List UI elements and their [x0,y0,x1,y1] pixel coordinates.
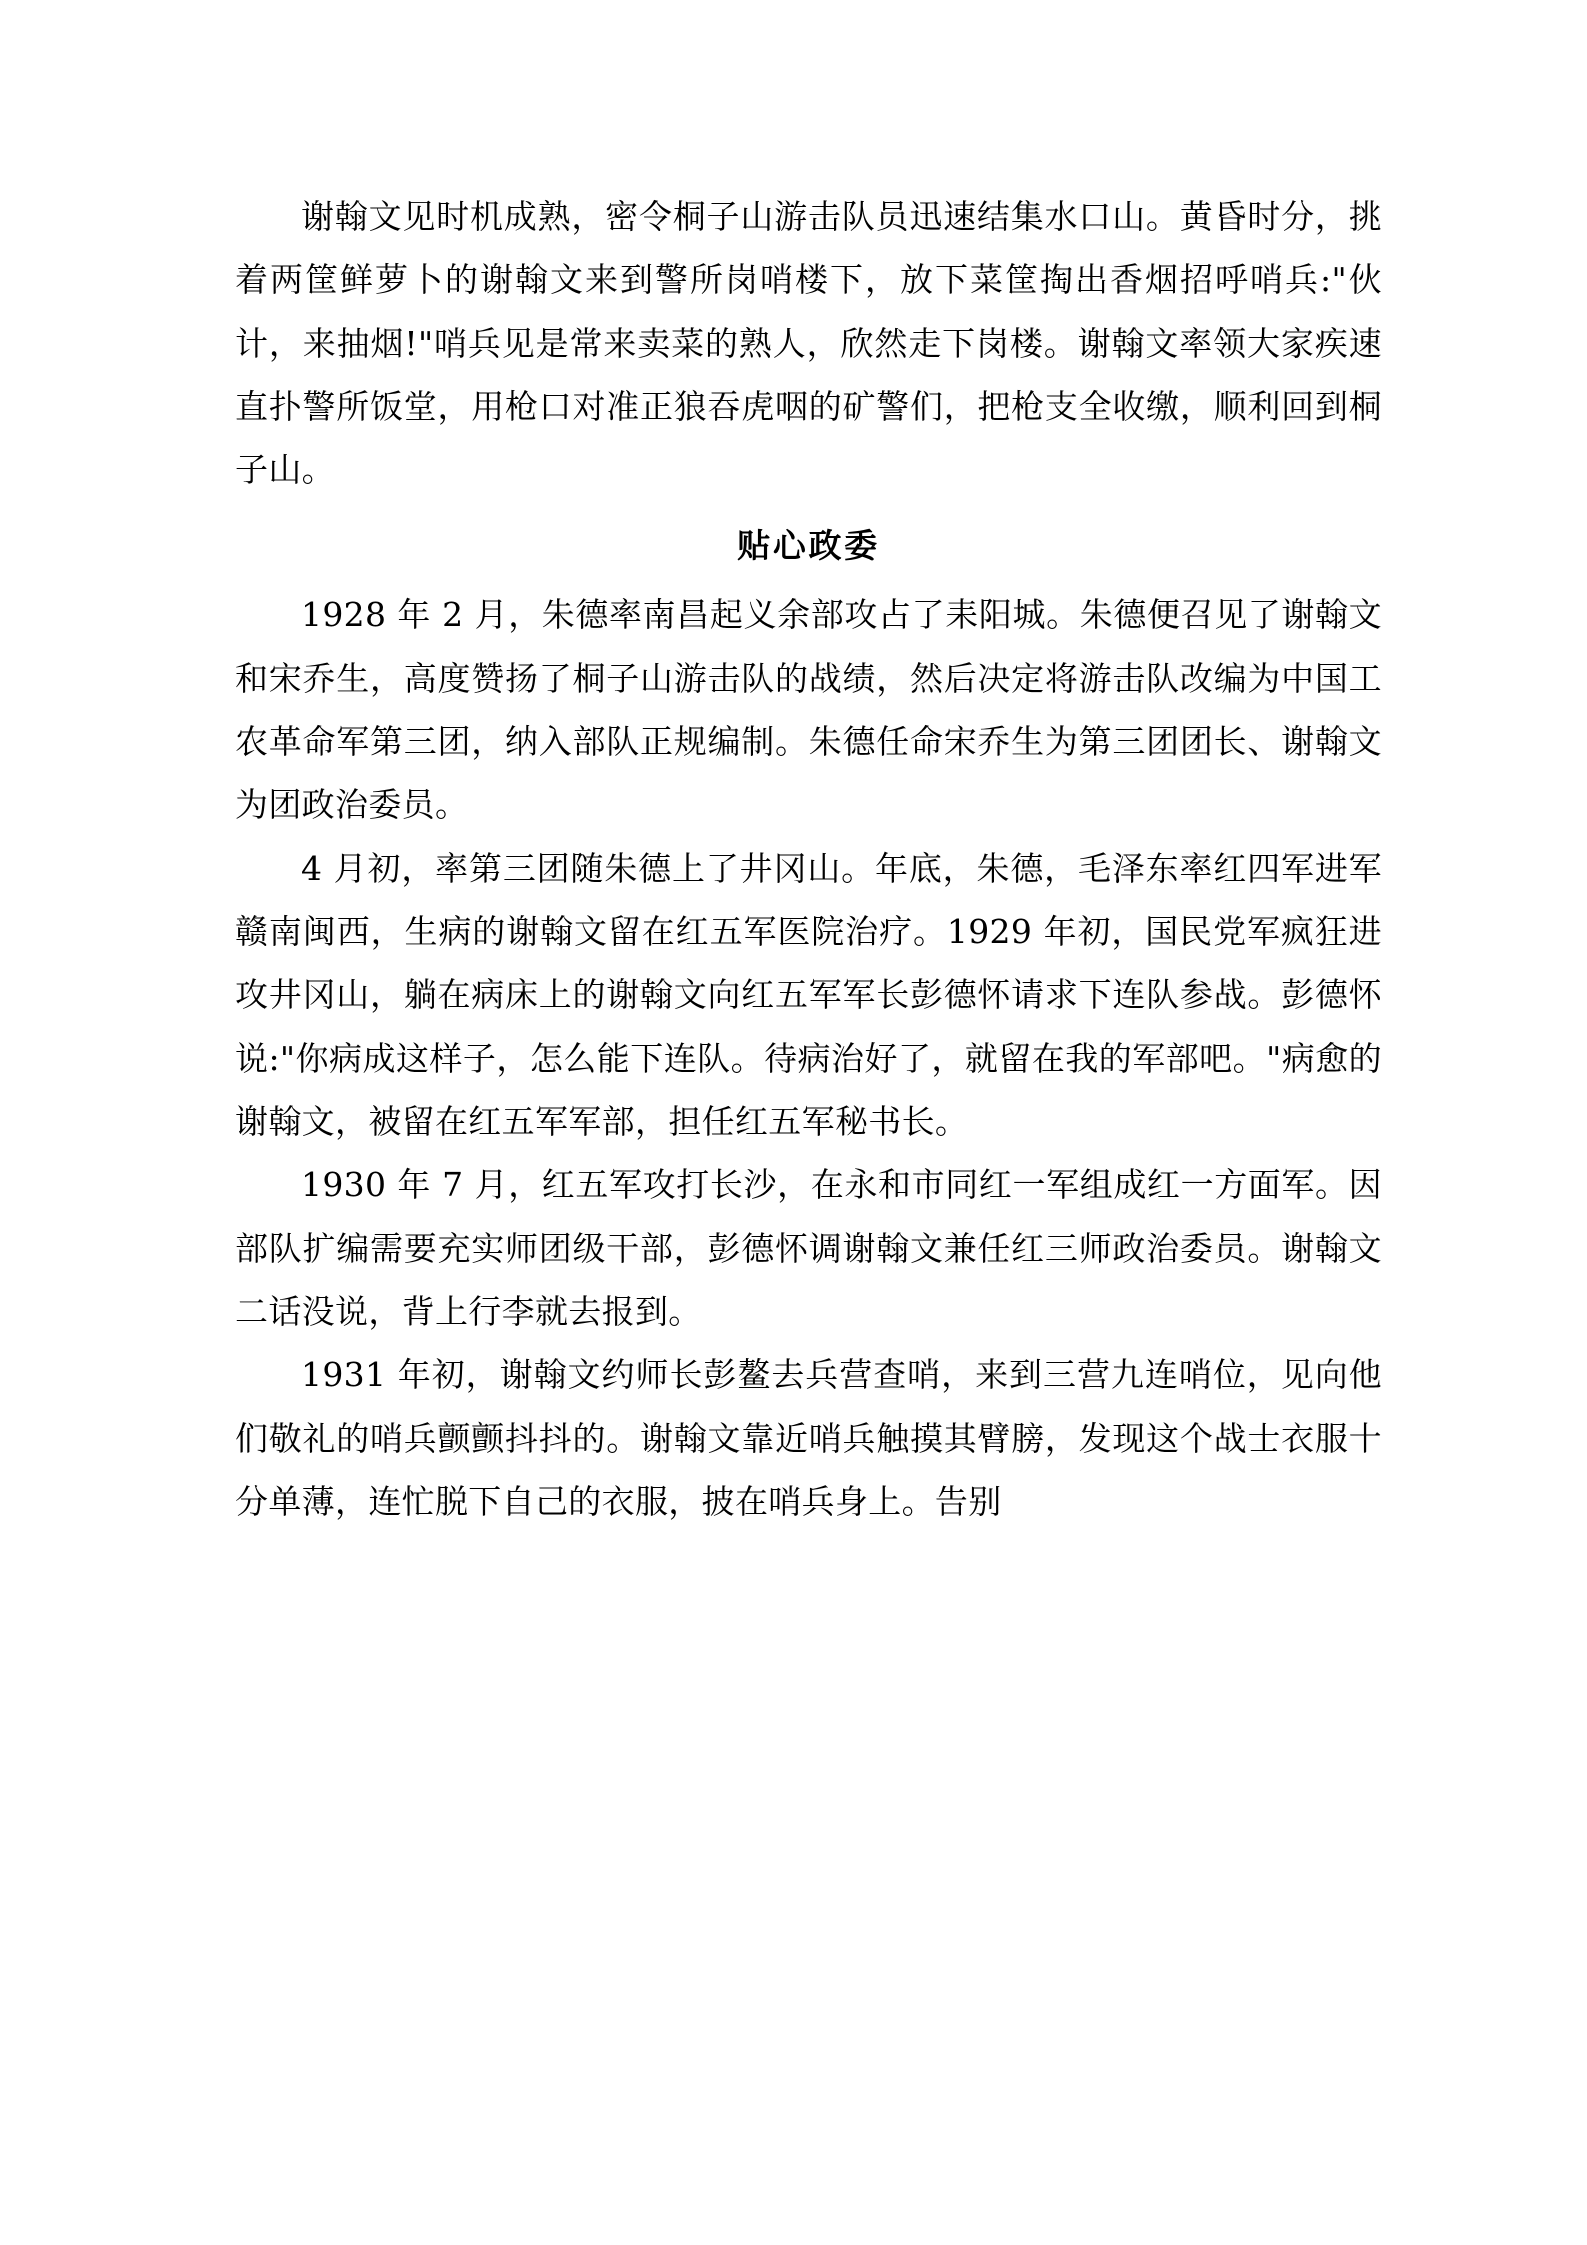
paragraph-4: 1930 年 7 月，红五军攻打长沙，在永和市同红一军组成红一方面军。因部队扩编需要充实师团级干部，彭德怀调谢翰文兼任红三师政治委员。谢翰文二话没说，背上行李就去报到。 [235,1165,1382,1332]
paragraph-3: 4 月初，率第三团随朱德上了井冈山。年底，朱德，毛泽东率红四军进军赣南闽西，生病的谢翰文留在红五军医院治疗。1929 年初，国民党军疯狂进攻井冈山，躺在病床上的谢翰文向红五军军长彭德怀请求下连队参战。彭德怀说:"你病成这样子，怎么能下连队。待病治好了，就留在我的军部吧。"病愈的谢翰文，被留在红五军军部，担任红五军秘书长。 [235,848,1382,1142]
paragraph-1: 谢翰文见时机成熟，密令桐子山游击队员迅速结集水口山。黄昏时分，挑着两筐鲜萝卜的谢翰文来到警所岗哨楼下，放下菜筐掏出香烟招呼哨兵:"伙计，来抽烟!"哨兵见是常来卖菜的熟人，欣然走下岗楼。谢翰文率领大家疾速直扑警所饭堂，用枪口对准正狼吞虎咽的矿警们，把枪支全收缴，顺利回到桐子山。 [235,197,1382,490]
document-body [235,185,1382,1534]
paragraph-2: 1928 年 2 月，朱德率南昌起义余部攻占了耒阳城。朱德便召见了谢翰文和宋乔生，高度赞扬了桐子山游击队的战绩，然后决定将游击队改编为中国工农革命军第三团，纳入部队正规编制。朱德任命宋乔生为第三团团长、谢翰文为团政治委员。 [235,595,1382,825]
paragraph-5: 1931 年初，谢翰文约师长彭鳌去兵营查哨，来到三营九连哨位，见向他们敬礼的哨兵颤颤抖抖的。谢翰文靠近哨兵触摸其臂膀，发现这个战士衣服十分单薄，连忙脱下自己的衣服，披在哨兵身上。告别 [235,1355,1382,1522]
section-heading: 贴心政委 [737,525,880,565]
